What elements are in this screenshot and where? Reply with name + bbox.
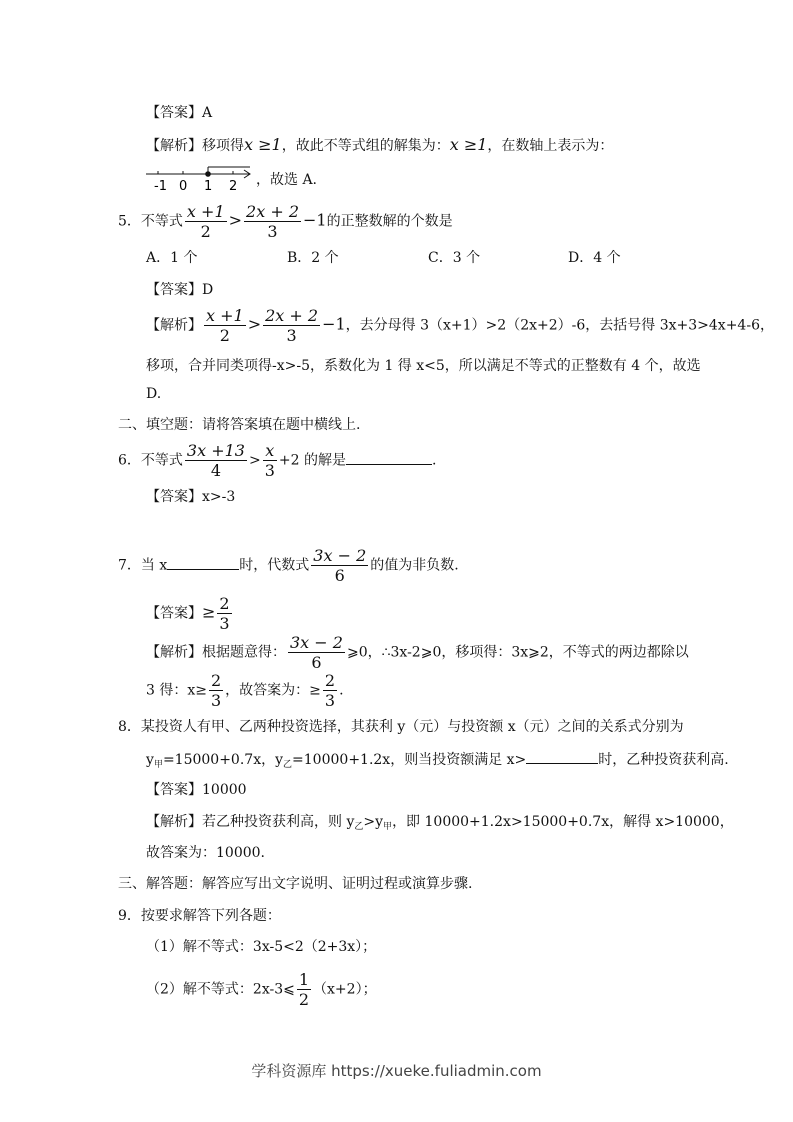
fraction	[263, 306, 320, 345]
var-y: y	[146, 752, 154, 768]
numerator: 3x − 2	[313, 546, 367, 565]
closed-dot	[205, 171, 211, 177]
fraction	[244, 202, 301, 241]
fraction	[185, 441, 247, 480]
fraction	[323, 671, 337, 710]
analysis-label: 【解析】	[146, 644, 202, 661]
q5-analysis-line3: D.	[146, 386, 162, 402]
q7-analysis-line1	[146, 633, 689, 672]
fraction	[263, 441, 277, 480]
q9-stem	[118, 906, 281, 926]
answer-label: 【答案】	[146, 605, 202, 622]
q4-analysis	[146, 135, 613, 156]
number-line-tail: ，故选 A.	[256, 172, 318, 188]
q5-option-b: B．2 个	[287, 250, 339, 266]
gt-sign: >	[228, 210, 243, 230]
answer-value: 10000	[202, 782, 247, 798]
minus-one: −1	[322, 314, 346, 334]
denominator: 3	[210, 691, 222, 710]
fraction	[185, 202, 227, 241]
stem-text: 按要求解答下列各题：	[140, 908, 281, 924]
q9-item-1: （1）解不等式：3x-5<2（2+3x）；	[146, 939, 377, 955]
analysis-end: .	[339, 682, 344, 699]
gt-sign: >	[247, 314, 262, 334]
denominator: 3	[219, 614, 230, 633]
stem-text: =15000+0.7x，	[162, 752, 276, 768]
q5-analysis-line2: 移项，合并同类项得-x>-5，系数化为 1 得 x<5，所以满足不等式的正整数有 4 个，故选	[146, 358, 701, 374]
stem-text: 的值为非负数.	[370, 557, 459, 574]
analysis-text: ，即 10000+1.2x>15000+0.7x，解得 x>10000，	[392, 814, 734, 830]
subscript-yi: 乙	[283, 760, 293, 770]
stem-end: .	[432, 452, 437, 469]
var-y: y	[375, 814, 384, 830]
q4-number-line-row	[144, 166, 317, 194]
q7-answer	[146, 594, 234, 633]
denominator: 3	[267, 222, 278, 241]
numerator: 2	[324, 671, 336, 690]
analysis-label: 【解析】	[146, 814, 202, 830]
question-number: 5．	[118, 213, 141, 230]
q8-analysis-line2: 故答案为：10000.	[146, 845, 265, 861]
analysis-text: ，去分母得 3（x+1）>2（2x+2）-6，去括号得 3x+3>4x+4-6，	[345, 317, 774, 334]
numerator: 2	[210, 671, 222, 690]
q5-option-d: D．4 个	[568, 250, 621, 266]
q6-answer	[146, 487, 235, 507]
tick-label: -1	[154, 179, 167, 194]
section-2-heading: 二、填空题：请将答案填在题中横线上.	[118, 417, 361, 433]
tick-label: 0	[179, 179, 188, 194]
analysis-text: ，故此不等式组的解集为：	[281, 138, 450, 154]
q7-analysis-line2	[146, 671, 344, 710]
denominator: 2	[200, 222, 211, 241]
page-footer-watermark: 学科资源库 https://xueke.fuliadmin.com	[251, 1062, 542, 1080]
q5-option-a: A．1 个	[146, 250, 198, 266]
stem-text: +2 的解是	[278, 452, 346, 469]
q8-stem-line2	[146, 749, 729, 775]
subscript-yi: 乙	[354, 822, 364, 832]
numerator: 3x − 2	[290, 633, 343, 652]
denominator: 6	[334, 566, 345, 585]
gt-sign: >	[363, 814, 376, 830]
q5-analysis-line1	[146, 306, 774, 345]
stem-text: 当 x	[140, 557, 168, 574]
numerator: 3x +13	[186, 441, 245, 460]
question-number: 9．	[118, 908, 141, 924]
stem-text: 时，乙种投资获利高.	[598, 752, 729, 768]
numerator: 2x + 2	[265, 306, 319, 325]
inequality: x ≥1	[449, 135, 488, 154]
q8-stem-line1	[118, 717, 684, 737]
stem-text: 某投资人有甲、乙两种投资选择，其获利 y（元）与投资额 x（元）之间的关系式分别为	[140, 719, 684, 735]
fraction	[204, 306, 246, 345]
tick-label: 1	[204, 179, 213, 194]
fraction	[311, 546, 368, 585]
ge-sign: ≥	[202, 602, 216, 622]
minus-one: −1	[303, 210, 327, 230]
inequality: x ≥1	[244, 135, 282, 154]
stem-text: 不等式	[140, 452, 183, 469]
denominator: 4	[210, 461, 222, 480]
answer-label: 【答案】	[146, 105, 202, 121]
answer-blank	[167, 555, 239, 570]
question-number: 6．	[118, 452, 141, 469]
analysis-label: 【解析】	[146, 138, 202, 154]
question-number: 7．	[118, 557, 141, 574]
answer-value: x>-3	[202, 489, 236, 505]
numerator: 2x + 2	[246, 202, 299, 221]
analysis-text: 移项得	[202, 138, 244, 154]
answer-label: 【答案】	[146, 282, 202, 298]
q4-answer	[146, 103, 212, 123]
denominator: 3	[264, 461, 275, 480]
q8-answer	[146, 780, 247, 800]
q5-answer	[146, 280, 213, 300]
fraction	[217, 594, 231, 633]
stem-text: 时，代数式	[239, 557, 310, 574]
tick-label: 2	[229, 179, 238, 194]
fraction	[297, 970, 311, 1009]
q9-item-2	[146, 970, 377, 1009]
stem-text: 不等式	[140, 213, 183, 230]
analysis-text: ，故答案为：≥	[225, 682, 321, 699]
answer-value: A	[202, 105, 213, 121]
q5-stem	[118, 202, 453, 241]
denominator: 6	[311, 653, 322, 672]
q5-option-c: C．3 个	[428, 250, 481, 266]
denominator: 2	[219, 326, 230, 345]
analysis-text: ，在数轴上表示为：	[487, 138, 614, 154]
denominator: 3	[286, 326, 297, 345]
gt-sign: >	[248, 452, 261, 469]
q7-stem	[118, 546, 459, 585]
answer-blank	[346, 450, 432, 465]
answer-value: D	[202, 282, 214, 298]
denominator: 3	[324, 691, 336, 710]
numerator: 1	[298, 970, 310, 989]
fraction	[209, 671, 223, 710]
subscript-jia: 甲	[153, 760, 163, 770]
answer-blank	[526, 749, 598, 764]
analysis-text: 3 得：x≥	[146, 682, 207, 699]
stem-text: =10000+1.2x，则当投资额满足 x>	[292, 752, 527, 768]
question-number: 8．	[118, 719, 141, 735]
q8-analysis-line1	[146, 812, 734, 837]
numerator: x +1	[206, 306, 244, 325]
answer-label: 【答案】	[146, 782, 202, 798]
fraction	[288, 633, 345, 672]
var-y: y	[275, 752, 284, 768]
analysis-label: 【解析】	[146, 317, 202, 334]
analysis-text: ⩾0，∴3x-2⩾0，移项得：3x⩾2，不等式的两边都除以	[346, 644, 689, 661]
subscript-jia: 甲	[383, 822, 393, 832]
numerator: x +1	[186, 202, 225, 221]
denominator: 2	[298, 990, 310, 1009]
var-y: y	[346, 814, 355, 830]
analysis-text: 根据题意得：	[202, 644, 286, 661]
number-line-figure	[144, 166, 256, 194]
item-text: （x+2）；	[313, 981, 377, 998]
section-3-heading: 三、解答题：解答应写出文字说明、证明过程或演算步骤.	[118, 876, 473, 892]
numerator: 2	[219, 594, 230, 613]
q6-stem	[118, 441, 436, 480]
item-text: （2）解不等式：2x-3⩽	[146, 981, 295, 998]
stem-text: 的正整数解的个数是	[326, 213, 453, 230]
numerator: x	[263, 441, 277, 461]
answer-label: 【答案】	[146, 489, 202, 505]
analysis-text: 若乙种投资获利高，则	[202, 814, 347, 830]
